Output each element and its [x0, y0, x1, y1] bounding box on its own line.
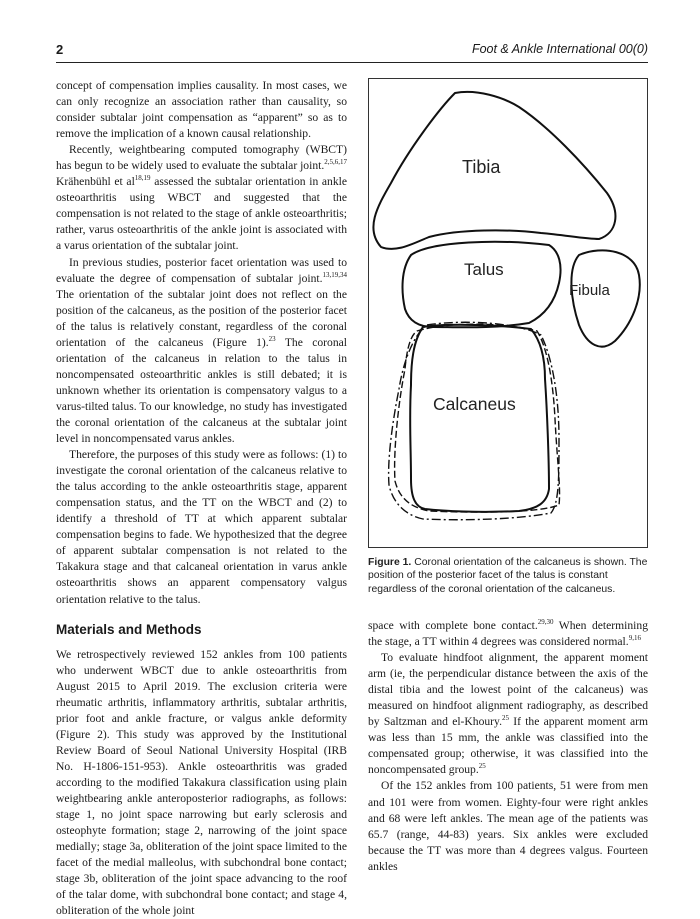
- citation: 13,19,34: [322, 270, 347, 279]
- header-rule: [56, 62, 648, 63]
- journal-name: Foot & Ankle International 00(0): [471, 42, 648, 56]
- citation: 25: [502, 714, 509, 723]
- paragraph-text: Krähenbühl et al: [56, 175, 135, 189]
- paragraph-text: When determining the stage, a TT within 4 degrees was considered normal.: [368, 619, 648, 649]
- paragraph: concept of compensation implies causality. In most cases, we can only recognize an association rather than causality, so consider subtalar joint compensation as “apparent” so as to remove the implication of a known causal relationship.: [56, 79, 347, 141]
- citation: 25: [478, 762, 486, 771]
- label-tibia: Tibia: [462, 157, 501, 177]
- caption-label: Figure 1.: [368, 557, 412, 568]
- paragraph: Therefore, the purposes of this study were as follows: (1) to investigate the coronal orientation of the calcaneus relative to the talus according to the ankle osteoarthritis stage, apparent compensation status, and the TT on the WBCT and (2) to identify a threshold of TT at which apparent subtalar compensation begins to fade. We hypothesized that the degree of apparent subtalar compensation is not related to the Takakura stage and that calcaneal orientation in varus ankle osteoarthritis shows an apparent compensatory valgus orientation relative to the talus.: [56, 448, 347, 606]
- paragraph: [56, 255, 347, 448]
- calcaneus-outline-dashed: [395, 324, 560, 512]
- running-header: [56, 40, 648, 64]
- citation: 9,16: [628, 634, 641, 643]
- paragraph-text: If the apparent moment arm was less than 15 mm, the ankle was classified into the compensated group; otherwise, it was classified into the noncompensated group.: [368, 715, 649, 777]
- paragraph: [56, 142, 347, 254]
- left-column: [56, 78, 347, 919]
- label-calcaneus: Calcaneus: [433, 394, 516, 414]
- bone-diagram: [369, 79, 649, 549]
- paragraph-text: assessed the subtalar orientation in ankle osteoarthritis using WBCT and suggested that the compensation is not related to the stage of ankle osteoarthritis; rather, varus osteoarthritis of the ankle joint is associated with a varus orientation of the subtalar joint.: [56, 175, 348, 253]
- section-heading: Materials and Methods: [56, 621, 202, 637]
- paragraph-text: The coronal orientation of the calcaneus in relation to the talus in noncompensated osteoarthritic ankles is still debated; it is unknown whether its orientation is compensatory valgus to a varus-tilted talus. To our knowledge, no study has investigated the coronal orientation of the calcaneus at the subtalar joint level in noncompensated varus ankles.: [56, 335, 347, 446]
- page-number: 2: [56, 42, 64, 57]
- citation: 29,30: [537, 618, 554, 627]
- paragraph: [368, 650, 648, 778]
- paragraph-text: Recently, weightbearing computed tomography (WBCT) has begun to be widely used to evaluate the subtalar joint.: [56, 143, 347, 173]
- calcaneus-outline-solid: [410, 325, 549, 512]
- paragraph-text: In previous studies, posterior facet orientation was used to evaluate the degree of compensation of subtalar joint.: [56, 255, 347, 285]
- paragraph-text: space with complete bone contact.: [368, 619, 538, 632]
- label-fibula: Fibula: [569, 282, 610, 299]
- caption-text: Coronal orientation of the calcaneus is shown. The position of the posterior facet of the talus is constant regardless of the coronal orientation of the calcaneus.: [368, 557, 648, 595]
- citation: 2,5,6,17: [324, 158, 347, 167]
- citation: 18,19: [134, 174, 151, 183]
- paragraph: Of the 152 ankles from 100 patients, 51 were from men and 101 were from women. Eighty-four were right ankles and 68 were left ankles. The mean age of the patients was 65.7 (range, 44-83) years. Six ankles were excluded because the TT was more than 4 degrees valgus. Fourteen ankles: [368, 779, 648, 873]
- paragraph-text: To evaluate hindfoot alignment, the apparent moment arm (ie, the perpendicular distance between the axis of the distal tibia and the lowest point of the calcaneus) was measured on hindfoot alignment radiography, as described by Saltzman and el-Khoury.: [368, 651, 648, 729]
- paragraph: [368, 618, 648, 650]
- paragraph: We retrospectively reviewed 152 ankles from 100 patients who underwent WBCT due to ankle osteoarthritis from August 2015 to April 2019. The exclusion criteria were rheumatic arthritis, inflammatory arthritis, subtalar arthritis, prior foot and ankle fracture, or valgus ankle deformity (Figure 2). This study was approved by the Institutional Review Board of Seoul National University Hospital (IRB No. H-1806-151-953). Ankle osteoarthritis was graded according to the modified Takakura classification using plain weightbearing ankle anteroposterior radiographs, as follows: stage 1, no joint space narrowing but early sclerosis and osteophyte formation; stage 2, narrowing of the joint space medially; stage 3a, obliteration of the joint space limited to the facet of the medial malleolus, with subchondral bone contact; stage 3b, obliteration of the joint space advancing to the roof of the talar dome, with subchondral bone contact; and stage 4, obliteration of the whole joint: [56, 647, 347, 918]
- figure-1: [368, 78, 648, 548]
- paragraph-text: The orientation of the subtalar joint does not reflect on the position of the calcaneus, as the position of the posterior facet of the talus is relatively constant, regardless of the coronal orientation of the calcaneus (Figure 1).: [56, 287, 347, 349]
- label-talus: Talus: [464, 260, 504, 279]
- citation: 23: [268, 334, 276, 343]
- talus-outline: [403, 242, 561, 328]
- figure-caption: [368, 556, 650, 596]
- right-column: [368, 618, 648, 875]
